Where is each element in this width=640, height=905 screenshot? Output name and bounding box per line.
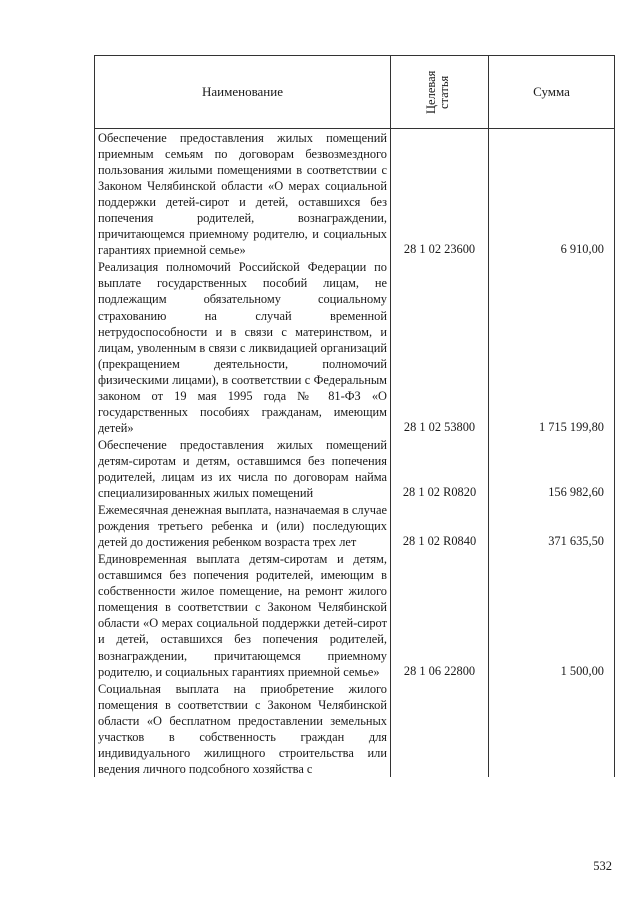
table-row [95,258,615,436]
row-code: 28 1 06 22800 [391,550,489,679]
row-code: 28 1 02 R0840 [391,501,489,550]
table-row [95,129,615,259]
table-row [95,680,615,777]
row-name: Социальная выплата на приобретение жилого помещения в соответствии с Законом Челябинской области «О бесплатном предоставлении земельных участков в собственность граждан для индивидуального жилищного строительства или ведения личного подсобного хозяйства с [95,680,391,777]
row-code [391,680,489,777]
row-code: 28 1 02 R0820 [391,436,489,501]
table-row [95,436,615,501]
row-sum: 1 715 199,80 [489,258,615,436]
row-name: Единовременная выплата детям-сиротам и детям, оставшимся без попечения родителей, имеющим в собственности жилое помещение, на ремонт жилого помещения в соответствии с Законом Челябинской области «О мерах социальной поддержки детей-сирот и детей, оставшихся без попечения родителей, вознаграждении, причитающемся приемному родителю, и социальных гарантиях приемной семье» [95,550,391,679]
row-sum [489,680,615,777]
row-sum: 156 982,60 [489,436,615,501]
row-name: Ежемесячная денежная выплата, назначаемая в случае рождения третьего ребенка и (или) последующих детей до достижения ребенком возраста трех лет [95,501,391,550]
row-sum: 6 910,00 [489,129,615,259]
header-code [391,56,489,129]
row-sum: 371 635,50 [489,501,615,550]
row-sum: 1 500,00 [489,550,615,679]
header-sum: Сумма [489,56,615,129]
row-code: 28 1 02 23600 [391,129,489,259]
table-row [95,501,615,550]
table-row [95,550,615,679]
row-name: Реализация полномочий Российской Федерации по выплате государственных пособий лицам, не подлежащим обязательному социальному страхованию на случай временной нетрудоспособности и в связи с материнством, и лицам, уволенным в связи с ликвидацией организаций (прекращением деятельности, полномочий физическими лицами), в соответствии с Федеральным законом от 19 мая 1995 года № 81-ФЗ «О государственных пособиях гражданам, имеющим детей» [95,258,391,436]
row-code: 28 1 02 53800 [391,258,489,436]
document-page [94,55,614,835]
budget-table [94,55,615,777]
row-name: Обеспечение предоставления жилых помещений детям-сиротам и детям, оставшимся без попечения родителей, лицам из их числа по договорам найма специализированных жилых помещений [95,436,391,501]
header-code-label: Целевая статья [423,70,451,114]
table-header-row [95,56,615,129]
header-name: Наименование [95,56,391,129]
row-name: Обеспечение предоставления жилых помещений приемным семьям по договорам безвозмездного пользования жилыми помещениями в соответствии с Законом Челябинской области «О мерах социальной поддержки детей-сирот и детей, оставшихся без попечения родителей, вознаграждении, причитающемся приемному родителю, и социальных гарантиях приемной семье» [95,129,391,259]
page-number: 532 [593,859,612,873]
